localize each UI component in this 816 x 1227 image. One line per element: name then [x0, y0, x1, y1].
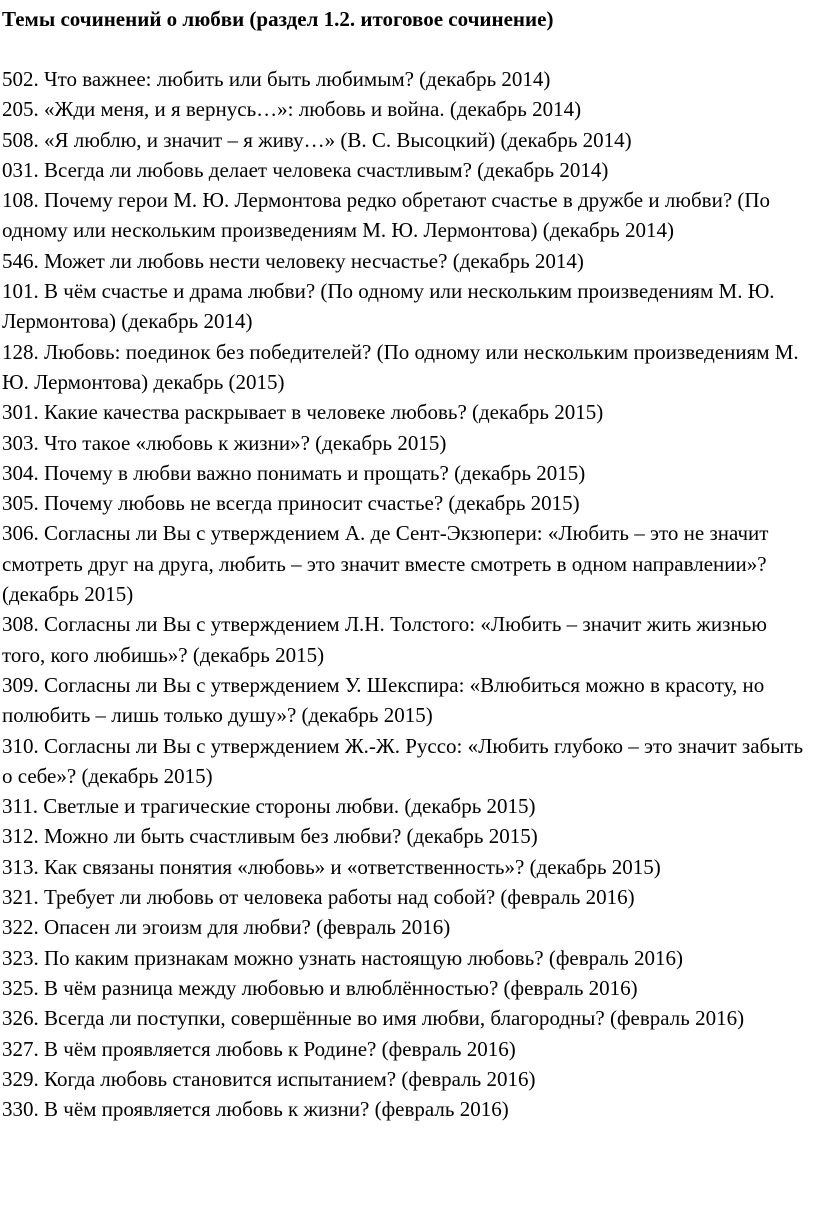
topic-number: 326. — [2, 1006, 39, 1031]
list-item — [2, 1003, 814, 1033]
list-item — [2, 973, 814, 1003]
list-item — [2, 185, 814, 246]
topic-text: Что такое «любовь к жизни»? (декабрь 2015) — [44, 430, 447, 455]
topic-number: 301. — [2, 400, 39, 425]
topic-text: Всегда ли любовь делает человека счастливым? (декабрь 2014) — [44, 157, 609, 182]
topic-number: 101. — [2, 279, 39, 304]
list-item — [2, 125, 814, 155]
list-item — [2, 609, 814, 670]
list-item — [2, 518, 814, 609]
topic-text: Любовь: поединок без победителей? (По одному или нескольким произведениям М. Ю. Лермонтова) декабрь (2015) — [2, 339, 799, 394]
topic-number: 322. — [2, 915, 39, 940]
topic-text: Можно ли быть счастливым без любви? (декабрь 2015) — [44, 824, 538, 849]
list-item — [2, 155, 814, 185]
list-item — [2, 943, 814, 973]
topic-number: 323. — [2, 945, 39, 970]
topic-number: 325. — [2, 975, 39, 1000]
topic-text: Когда любовь становится испытанием? (февраль 2016) — [44, 1066, 536, 1091]
topic-text: «Жди меня, и я вернусь…»: любовь и война. (декабрь 2014) — [44, 97, 582, 122]
topic-number: 321. — [2, 885, 39, 910]
list-item — [2, 791, 814, 821]
list-item — [2, 1034, 814, 1064]
list-item — [2, 428, 814, 458]
topic-text: Требует ли любовь от человека работы над собой? (февраль 2016) — [44, 885, 635, 910]
list-item — [2, 64, 814, 94]
topic-number: 546. — [2, 248, 39, 273]
list-item — [2, 882, 814, 912]
topic-text: Как связаны понятия «любовь» и «ответственность»? (декабрь 2015) — [44, 854, 661, 879]
topic-number: 305. — [2, 491, 39, 516]
topic-number: 031. — [2, 157, 39, 182]
topic-list — [2, 64, 816, 1124]
topic-number: 309. — [2, 672, 39, 697]
topic-number: 108. — [2, 188, 39, 213]
topic-text: Что важнее: любить или быть любимым? (декабрь 2014) — [44, 67, 551, 91]
topic-text: Почему в любви важно понимать и прощать? (декабрь 2015) — [44, 460, 586, 485]
list-item — [2, 852, 814, 882]
list-item — [2, 1094, 814, 1124]
topic-text: По каким признакам можно узнать настоящую любовь? (февраль 2016) — [44, 945, 683, 970]
topic-text: Согласны ли Вы с утверждением У. Шекспира: «Влюбиться можно в красоту, но полюбить – лишь только душу»? (декабрь 2015) — [2, 672, 765, 728]
topic-text: Светлые и трагические стороны любви. (декабрь 2015) — [43, 794, 536, 819]
list-item — [2, 1064, 814, 1094]
topic-text: Согласны ли Вы с утверждением А. де Сент-Экзюпери: «Любить – это не значит смотреть друг на друга, любить – это значит вместе смотреть в одном направлении»? (декабрь 2015) — [2, 521, 769, 607]
topic-number: 205. — [2, 97, 39, 122]
list-item — [2, 488, 814, 518]
topic-text: Всегда ли поступки, совершённые во имя любви, благородны? (февраль 2016) — [44, 1006, 745, 1031]
topic-text: Почему любовь не всегда приносит счастье? (декабрь 2015) — [44, 491, 580, 516]
topic-number: 313. — [2, 854, 39, 879]
topic-text: Почему герои М. Ю. Лермонтова редко обретают счастье в дружбе и любви? (По одному или нескольким произведениям М. Ю. Лермонтова) (декабрь 2014) — [2, 188, 771, 243]
page-title: Темы сочинений о любви (раздел 1.2. итоговое сочинение) — [2, 7, 554, 31]
list-item — [2, 912, 814, 942]
list-item — [2, 397, 814, 427]
list-item — [2, 731, 814, 792]
topic-text: «Я люблю, и значит – я живу…» (В. С. Высоцкий) (декабрь 2014) — [44, 127, 632, 152]
topic-number: 306. — [2, 521, 39, 546]
topic-number: 327. — [2, 1036, 39, 1061]
topic-text: В чём счастье и драма любви? (По одному или нескольким произведениям М. Ю. Лермонтова) (декабрь 2014) — [2, 279, 775, 334]
topic-text: В чём проявляется любовь к жизни? (февраль 2016) — [44, 1097, 509, 1122]
topic-number: 304. — [2, 460, 39, 485]
topic-number: 330. — [2, 1097, 39, 1122]
topic-number: 308. — [2, 612, 39, 637]
list-item — [2, 458, 814, 488]
topic-number: 128. — [2, 339, 39, 364]
topic-text: В чём проявляется любовь к Родине? (февраль 2016) — [44, 1036, 516, 1061]
topic-number: 329. — [2, 1066, 39, 1091]
list-item — [2, 276, 814, 337]
topic-text: Согласны ли Вы с утверждением Ж.-Ж. Руссо: «Любить глубоко – это значит забыть о себе»? (декабрь 2015) — [2, 733, 804, 788]
topic-number: 502. — [2, 67, 39, 91]
list-item — [2, 821, 814, 851]
list-item — [2, 94, 814, 124]
list-item — [2, 337, 814, 398]
topic-number: 508. — [2, 127, 39, 152]
topic-text: Какие качества раскрывает в человеке любовь? (декабрь 2015) — [44, 400, 604, 425]
topic-text: В чём разница между любовью и влюблённостью? (февраль 2016) — [44, 975, 638, 1000]
list-item — [2, 246, 814, 276]
topic-number: 303. — [2, 430, 39, 455]
topic-number: 312. — [2, 824, 39, 849]
topic-text: Согласны ли Вы с утверждением Л.Н. Толстого: «Любить – значит жить жизнью того, кого любишь»? (декабрь 2015) — [2, 612, 767, 667]
list-item — [2, 670, 814, 731]
topic-number: 311. — [2, 794, 38, 819]
topic-text: Опасен ли эгоизм для любви? (февраль 2016) — [44, 915, 451, 940]
topic-number: 310. — [2, 733, 39, 758]
topic-text: Может ли любовь нести человеку несчастье? (декабрь 2014) — [44, 248, 584, 273]
